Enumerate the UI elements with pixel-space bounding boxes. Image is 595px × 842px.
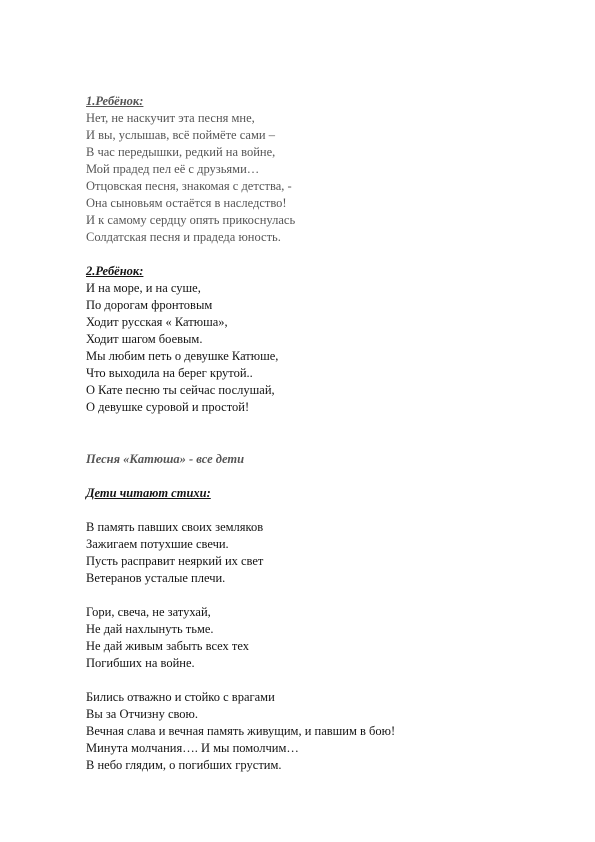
verse-line: По дорогам фронтовым [86, 298, 213, 312]
document-page [86, 93, 566, 774]
verse-line: Не дай живым забыть всех тех [86, 639, 250, 653]
verse-line: Вечная слава и вечная память живущим, и павшим в бою! [86, 724, 396, 738]
verse-line: Вы за Отчизну свою. [86, 707, 199, 721]
verse-line: О девушке суровой и простой! [86, 400, 250, 414]
verse-line: Солдатская песня и прадеда юность. [86, 230, 281, 244]
section-2 [86, 263, 566, 416]
verse-line: Минута молчания…. И мы помолчим… [86, 741, 299, 755]
song-section [86, 451, 566, 468]
verse-line: Что выходила на берег крутой.. [86, 366, 253, 380]
section-1-heading: 1.Ребёнок: [86, 94, 144, 108]
verse-line: Погибших на войне. [86, 656, 195, 670]
section-1 [86, 93, 566, 246]
verse-line: О Кате песню ты сейчас послушай, [86, 383, 275, 397]
stanza-3 [86, 689, 566, 774]
verse-line: В час передышки, редкий на войне, [86, 145, 276, 159]
section-2-heading: 2.Ребёнок: [86, 264, 144, 278]
verse-line: Не дай нахлынуть тьме. [86, 622, 214, 636]
verse-line: В небо глядим, о погибших грустим. [86, 758, 282, 772]
verse-line: В память павших своих земляков [86, 520, 264, 534]
section-3-heading: Дети читают стихи: [86, 486, 211, 500]
stanza-2 [86, 604, 566, 672]
verse-line: И к самому сердцу опять прикоснулась [86, 213, 296, 227]
song-title: Песня «Катюша» - все дети [86, 452, 245, 466]
verse-line: Отцовская песня, знакомая с детства, - [86, 179, 292, 193]
verse-line: И на море, и на суше, [86, 281, 201, 295]
verse-line: Гори, свеча, не затухай, [86, 605, 211, 619]
section-3 [86, 485, 566, 774]
verse-line: Бились отважно и стойко с врагами [86, 690, 275, 704]
stanza-1 [86, 519, 566, 587]
verse-line: Мы любим петь о девушке Катюше, [86, 349, 279, 363]
verse-line: Мой прадед пел её с друзьями… [86, 162, 260, 176]
verse-line: Ходит русская « Катюша», [86, 315, 228, 329]
verse-line: Ветеранов усталые плечи. [86, 571, 226, 585]
verse-line: Пусть расправит неяркий их свет [86, 554, 264, 568]
verse-line: Она сыновьям остаётся в наследство! [86, 196, 287, 210]
verse-line: Зажигаем потухшие свечи. [86, 537, 229, 551]
verse-line: Ходит шагом боевым. [86, 332, 203, 346]
verse-line: И вы, услышав, всё поймёте сами – [86, 128, 275, 142]
verse-line: Нет, не наскучит эта песня мне, [86, 111, 255, 125]
